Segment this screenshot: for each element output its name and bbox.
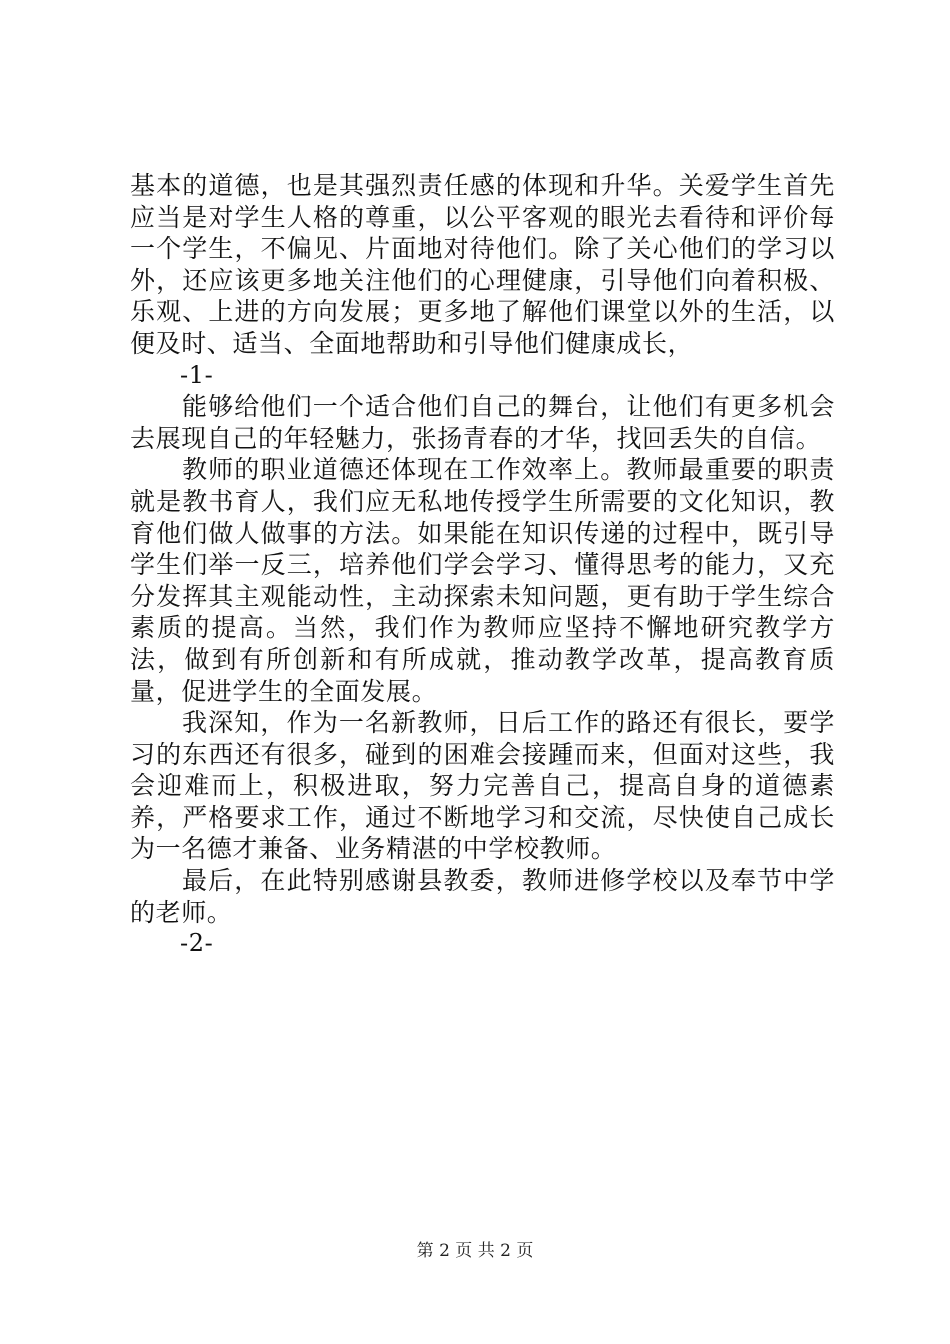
paragraph-1: 基本的道德，也是其强烈责任感的体现和升华。关爱学生首先应当是对学生人格的尊重，以公平客观的眼光去看待和评价每一个学生，不偏见、片面地对待他们。除了关心他们的学习以外，还应该更多地关注他们的心理健康，引导他们向着积极、乐观、上进的方向发展；更多地了解他们课堂以外的生活，以便及时、适当、全面地帮助和引导他们健康成长， [130,171,835,358]
page-marker-2: -2- [180,929,214,958]
document-body [130,170,835,960]
paragraph-5: 最后，在此特别感谢县教委，教师进修学校以及奉节中学的老师。 [130,866,835,927]
page-marker-1: -1- [180,360,214,389]
footer-page-label: 第 2 页 共 2 页 [416,1241,534,1261]
paragraph-3: 教师的职业道德还体现在工作效率上。教师最重要的职责就是教书育人，我们应无私地传授学生所需要的文化知识，教育他们做人做事的方法。如果能在知识传递的过程中，既引导学生们举一反三，培养他们学会学习、懂得思考的能力，又充分发挥其主观能动性，主动探索未知问题，更有助于学生综合素质的提高。当然，我们作为教师应坚持不懈地研究教学方法，做到有所创新和有所成就，推动教学改革，提高教育质量，促进学生的全面发展。 [130,455,835,706]
page-footer [0,1240,950,1262]
paragraph-4: 我深知，作为一名新教师，日后工作的路还有很长，要学习的东西还有很多，碰到的困难会接踵而来，但面对这些，我会迎难而上，积极进取，努力完善自己，提高自身的道德素养，严格要求工作，通过不断地学习和交流，尽快使自己成长为一名德才兼备、业务精湛的中学校教师。 [130,708,835,864]
paragraph-2: 能够给他们一个适合他们自己的舞台，让他们有更多机会去展现自己的年轻魅力，张扬青春的才华，找回丢失的自信。 [130,392,835,453]
